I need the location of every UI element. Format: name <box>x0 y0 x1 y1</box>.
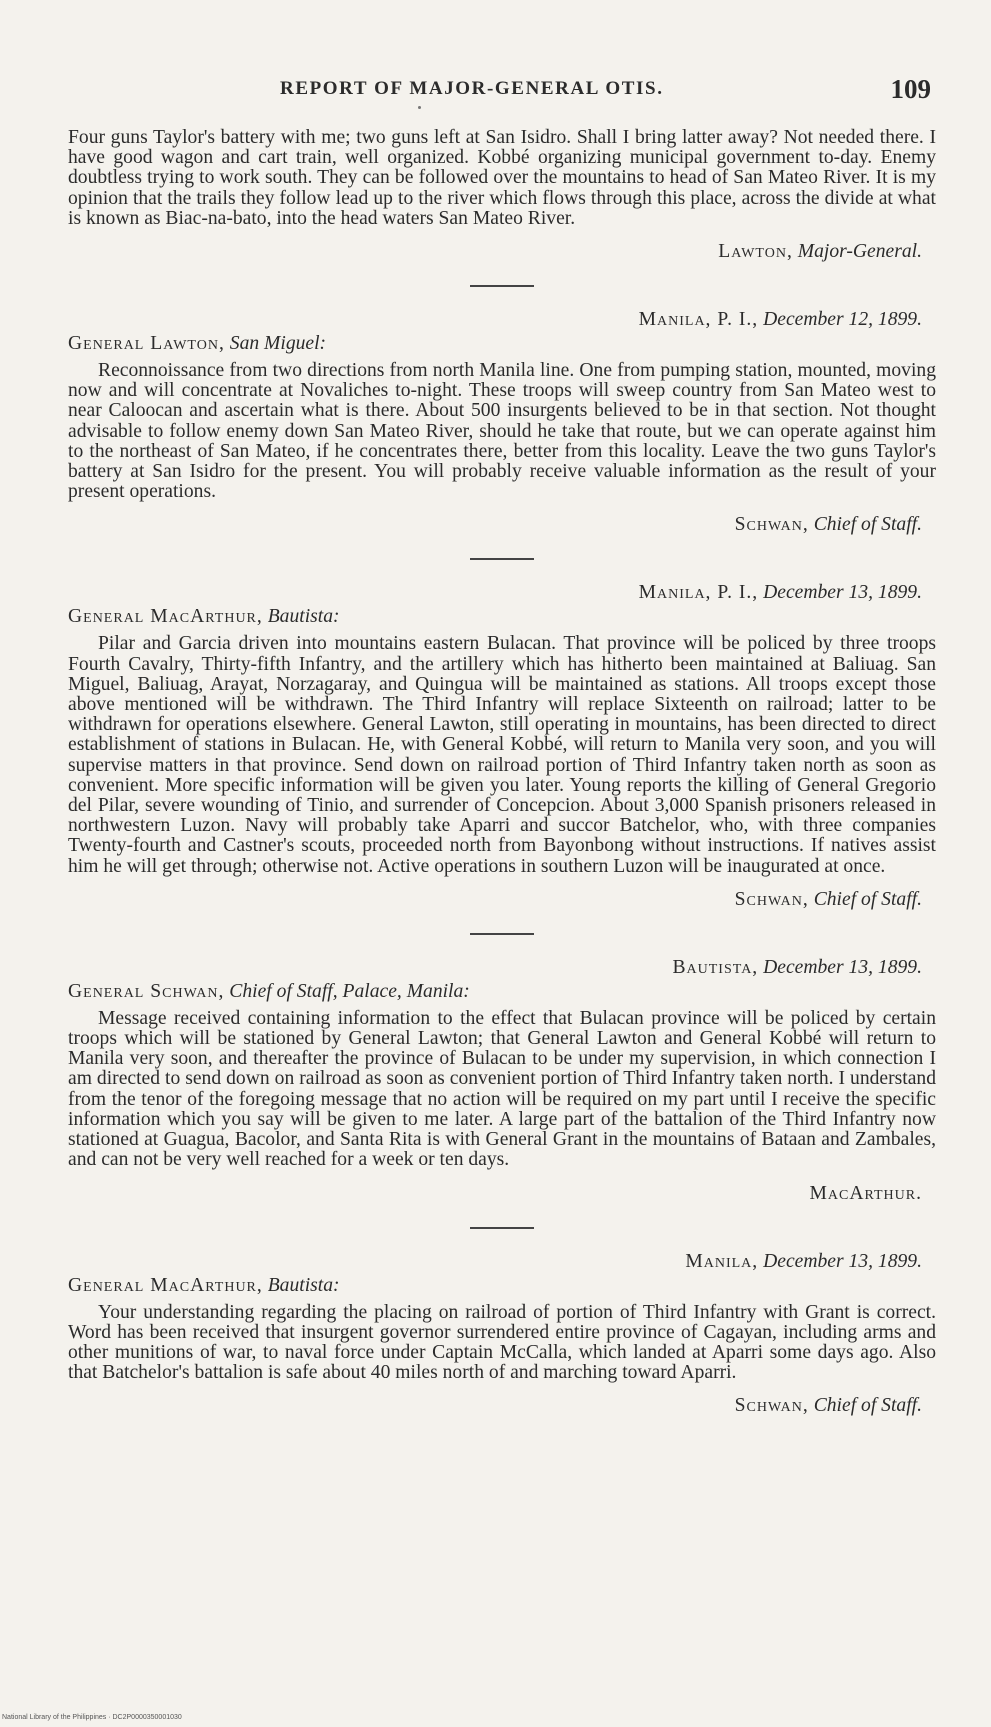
section-divider <box>470 285 534 287</box>
ink-dot <box>418 106 421 109</box>
signature <box>68 889 922 911</box>
telegram-body: Pilar and Garcia driven into mountains eastern Bulacan. That province will be policed by three troops Fourth Cavalry, Thirty-fifth Infantry, and the artillery which has hitherto been maintained at Baliuag. San Miguel, Baliuag, Arayat, Norzagaray, and Quingua will be maintained as stations. All troops except those above mentioned will be withdrawn. The Third Infantry will replace Sixteenth on railroad; latter to be withdrawn for operations elsewhere. General Lawton, still operating in mountains, has been directed to direct establishment of stations in Bulacan. He, with General Kobbé, will return to Manila very soon, and you will supervise matters in that province. Send down on railroad portion of Third Infantry taken north as soon as convenient. More specific information will be given you later. Young reports the killing of General Gregorio del Pilar, severe wounding of Tinio, and surrender of Concepcion. About 3,000 Spanish prisoners released in northwestern Luzon. Navy will probably take Aparri and succor Batchelor, who, with three companies Twenty-fourth and Castner's scouts, proceeded north from Bayonbong without instructions. If natives assist him he will get through; otherwise not. Active operations in southern Luzon will be inaugurated at once. <box>68 633 936 877</box>
telegram-body: Four guns Taylor's battery with me; two guns left at San Isidro. Shall I bring latter away? Not needed there. I have good wagon and cart train, well organized. Kobbé organizing municipal government to-day. Enemy doubtless trying to work south. They can be followed over the mountains to head of San Mateo River. It is my opinion that the trails they follow lead up to the river which flows through this place, across the divide at what is known as Biac-na-bato, into the head waters San Mateo River. <box>68 127 936 229</box>
telegram-body: Reconnoissance from two directions from north Manila line. One from pumping station, mounted, moving now and will concentrate at Novaliches to-night. These troops will sweep country from San Mateo west to near Caloocan and ascertain what is there. About 500 insurgents believed to be in that section. Not thought advisable to follow enemy down San Mateo River, should he take that route, but we can operate against him to the northeast of San Mateo, if he concentrates there, better from this locality. Leave the two guns Taylor's battery at San Isidro for the present. You will probably receive valuable information as the result of your present operations. <box>68 360 936 503</box>
signature-name: Schwan, <box>734 514 809 536</box>
dateline-place: Manila, P. I., <box>638 582 759 604</box>
page-number: 109 <box>890 74 931 104</box>
addressee-location: Chief of Staff, Palace, Manila: <box>229 980 470 1002</box>
dateline-date: December 13, 1899. <box>763 582 922 604</box>
addressee-name: General MacArthur, <box>68 1274 263 1296</box>
addressee-location: Bautista: <box>267 606 340 628</box>
telegram-section <box>68 309 936 536</box>
section-divider <box>470 558 534 560</box>
telegram-body: Message received containing information to the effect that Bulacan province will be policed by certain troops which will be stationed by General Lawton; that General Lawton and General Kobbé will return to Manila very soon, and thereafter the province of Bulacan to be under my supervision, in which connection I am directed to send down on railroad as soon as convenient portion of Third Infantry taken north. I understand from the tenor of the foregoing message that no action will be required on my part until I receive the specific information which you say will be given to me later. A large part of the battalion of the Third Infantry now stationed at Guagua, Bacolor, and Santa Rita is with General Grant in the mountains of Bataan and Zambales, and can not be very well reached for a week or ten days. <box>68 1007 936 1171</box>
signature-title: Major-General. <box>797 241 922 263</box>
dateline-date: December 13, 1899. <box>763 956 922 978</box>
dateline <box>68 309 922 331</box>
dateline-place: Manila, P. I., <box>638 309 759 331</box>
dateline <box>68 582 922 604</box>
addressee-name: General Lawton, <box>68 333 225 355</box>
dateline-place: Manila, <box>685 1250 759 1272</box>
addressee <box>68 981 936 1003</box>
running-head: REPORT OF MAJOR-GENERAL OTIS. <box>280 78 664 99</box>
addressee-name: General MacArthur, <box>68 606 263 628</box>
telegram-section <box>68 957 936 1205</box>
dateline <box>68 1251 922 1273</box>
telegram-section <box>68 128 936 263</box>
addressee <box>68 1275 936 1297</box>
dateline-date: December 12, 1899. <box>763 309 922 331</box>
signature <box>68 1395 922 1417</box>
dateline-place: Bautista, <box>672 956 759 978</box>
telegram-section <box>68 1251 936 1418</box>
signature-name: Lawton, <box>718 241 793 263</box>
page-content <box>68 128 936 1417</box>
scan-footer: National Library of the Philippines · DC2P0000350001030 <box>2 1714 182 1721</box>
signature-title: Chief of Staff. <box>813 1395 922 1417</box>
section-divider <box>470 933 534 935</box>
addressee <box>68 606 936 628</box>
telegram-body: Your understanding regarding the placing on railroad of portion of Third Infantry with Grant is correct. Word has been received that insurgent governor surrendered entire province of Cagayan, including arms and other munitions of war, to naval force under Captain McCalla, which landed at Aparri some days ago. Also that Batchelor's battalion is safe about 40 miles north of and marching toward Aparri. <box>68 1301 936 1384</box>
addressee <box>68 333 936 355</box>
signature-title: Chief of Staff. <box>813 514 922 536</box>
signature <box>68 241 922 263</box>
signature-name: Schwan, <box>734 888 809 910</box>
signature <box>68 514 922 536</box>
dateline <box>68 957 922 979</box>
addressee-location: Bautista: <box>267 1274 340 1296</box>
section-divider <box>470 1227 534 1229</box>
signature-name: MacArthur. <box>809 1182 922 1204</box>
dateline-date: December 13, 1899. <box>763 1250 922 1272</box>
signature-title: Chief of Staff. <box>813 888 922 910</box>
page-header <box>70 76 931 108</box>
signature <box>68 1183 922 1205</box>
addressee-name: General Schwan, <box>68 980 225 1002</box>
signature-name: Schwan, <box>734 1395 809 1417</box>
addressee-location: San Miguel: <box>229 333 327 355</box>
telegram-section <box>68 582 936 910</box>
